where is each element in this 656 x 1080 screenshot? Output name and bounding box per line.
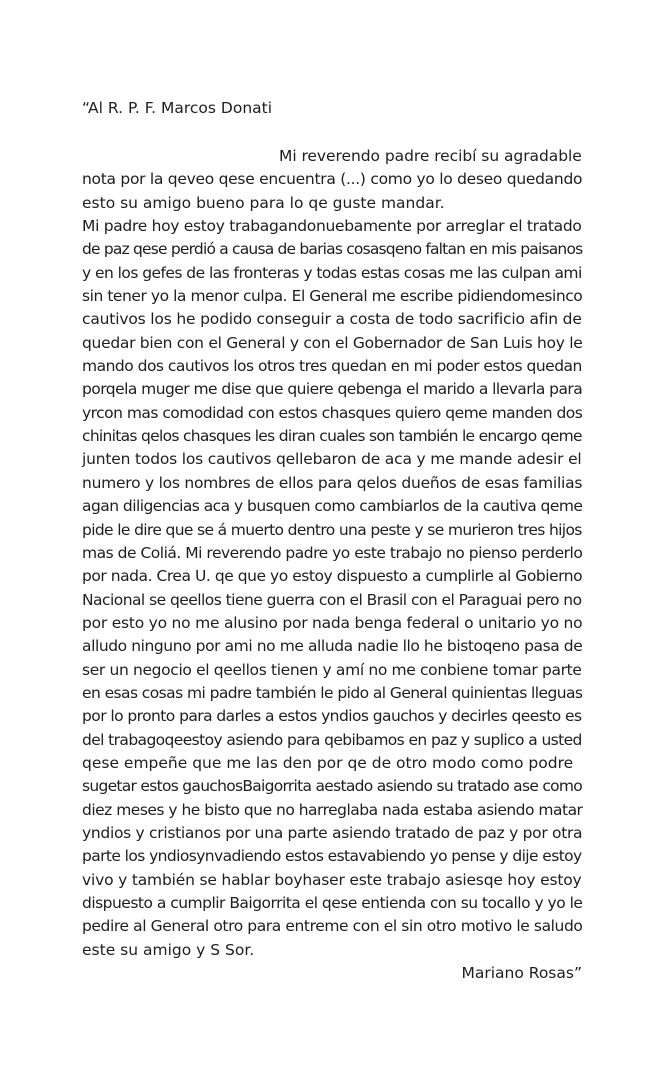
letter-line: porqela muger me dise que quiere qebenga el marido a llevarla para [82,380,583,399]
letter-signature: Mariano Rosas” [461,964,582,983]
letter-line: mas de Coliá. Mi reverendo padre yo este trabajo no pienso perderlo [82,543,583,562]
letter-line: de paz qese perdió a causa de barias cosasqeno faltan en mis paisanos [82,240,583,259]
letter-line: nota por la qeveo qese encuentra (...) como yo lo deseo quedando [82,170,583,189]
letter-line: sugetar estos gauchosBaigorrita aestado asiendo su tratado ase como [82,777,583,796]
letter-line: por lo pronto para darles a estos yndios gauchos y decirles qeesto es [82,707,582,726]
letter-line: numero y los nombres de ellos para qelos dueños de esas familias [82,473,583,492]
letter-line: pide le dire que se á muerto dentro una peste y se murieron tres hijos [82,520,582,539]
letter-line: qese empeñe que me las den por qe de otro modo como podre [82,753,574,772]
letter-line: yndios y cristianos por una parte asiendo tratado de paz y por otra [82,823,583,842]
letter-line: Mi reverendo padre recibí su agradable [279,147,582,165]
letter-address: “Al R. P. F. Marcos Donati [82,99,273,117]
letter-line: este su amigo y S Sor. [82,940,255,959]
letter-line: mando dos cautivos los otros tres quedan en mi poder estos quedan [82,357,582,376]
letter-line: por esto yo no me alusino por nada benga federal o unitario yo no [82,613,583,632]
letter-line: dispuesto a cumplir Baigorrita el qese entienda con su tocallo y yo le [82,894,583,912]
letter-line: en esas cosas mi padre también le pido al General quinientas lleguas [82,683,583,702]
letter-line: Nacional se qeellos tiene guerra con el Brasil con el Paraguai pero no [82,590,582,609]
letter-line: cautivos los he podido conseguir a costa de todo sacrificio afin de [82,310,582,329]
letter-line: pedire al General otro para entreme con el sin otro motivo le saludo [82,917,583,936]
letter-line: del trabagoqeestoy asiendo para qebibamos en paz y suplico a usted [82,730,582,749]
letter-line: por nada. Crea U. qe que yo estoy dispuesto a cumplirle al Gobierno [82,567,583,586]
letter-line: alludo ninguno por ami no me alluda nadie llo he bistoqeno pasa de [82,637,583,656]
letter-body [82,145,582,985]
letter-line: esto su amigo bueno para lo qe guste mandar. [82,193,445,212]
letter-line: quedar bien con el General y con el Gobernador de San Luis hoy le [82,333,583,352]
letter-line: agan diligencias aca y busquen como cambiarlos de la cautiva qeme [82,497,583,516]
letter-line: sin tener yo la menor culpa. El General me escribe pidiendomesinco [82,287,583,306]
letter-line: diez meses y he bisto que no harreglaba nada estaba asiendo matar [82,800,583,819]
letter-line: yrcon mas comodidad con estos chasques quiero qeme manden dos [82,403,583,422]
letter-line: parte los yndiosynvadiendo estos estavabiendo yo pense y dije estoy [82,847,582,866]
letter-line: chinitas qelos chasques les diran cuales son también le encargo qeme [82,427,582,446]
letter-line: vivo y también se hablar boyhaser este trabajo asiesqe hoy estoy [82,870,582,889]
letter-line: junten todos los cautivos qellebaron de aca y me mande adesir el [82,450,582,469]
letter-line: Mi padre hoy estoy trabagandonuebamente por arreglar el tratado [82,217,582,236]
letter-line: y en los gefes de las fronteras y todas estas cosas me las culpan ami [82,263,582,282]
letter-line: ser un negocio el qeellos tienen y amí no me conbiene tomar parte [82,660,582,679]
